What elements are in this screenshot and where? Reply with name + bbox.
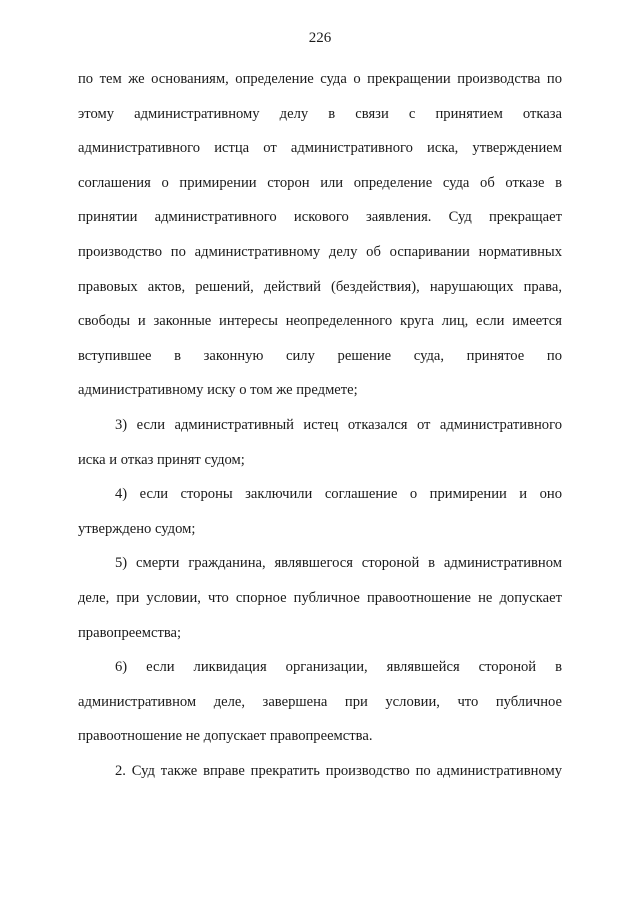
text-line: свободы и законные интересы неопределенного круга лиц, если имеется	[78, 313, 562, 330]
text-line: 2. Суд также вправе прекратить производство по административному	[115, 762, 562, 779]
text-line: производство по административному делу об оспаривании нормативных	[78, 243, 562, 260]
text-line: по тем же основаниям, определение суда о прекращении производства по	[78, 71, 562, 87]
document-body	[78, 62, 562, 788]
text-line: соглашения о примирении сторон или определение суда об отказе в	[78, 174, 562, 191]
text-line: этому административному делу в связи с принятием отказа	[78, 105, 562, 122]
text-line: иска и отказ принят судом;	[78, 451, 245, 468]
text-line: административного истца от административного иска, утверждением	[78, 140, 562, 157]
text-line: правопреемства;	[78, 624, 182, 641]
text-line: 3) если административный истец отказался от административного	[115, 416, 562, 433]
text-line: правовых актов, решений, действий (бездействия), нарушающих права,	[78, 278, 562, 295]
text-line: утверждено судом;	[78, 520, 196, 537]
text-line: 5) смерти гражданина, являвшегося стороной в административном	[115, 555, 562, 572]
text-line: деле, при условии, что спорное публичное правоотношение не допускает	[78, 589, 562, 606]
text-line: принятии административного искового заявления. Суд прекращает	[78, 209, 562, 226]
text-line: 4) если стороны заключили соглашение о примирении и оно	[115, 486, 562, 503]
text-line: вступившее в законную силу решение суда, принятое по	[78, 347, 562, 364]
page-number: 226	[308, 30, 332, 46]
text-line: правоотношение не допускает правопреемства.	[78, 728, 373, 745]
text-line: административному иску о том же предмете;	[78, 382, 358, 399]
text-line: 6) если ликвидация организации, являвшейся стороной в	[115, 659, 562, 676]
text-line: административном деле, завершена при условии, что публичное	[78, 693, 562, 710]
